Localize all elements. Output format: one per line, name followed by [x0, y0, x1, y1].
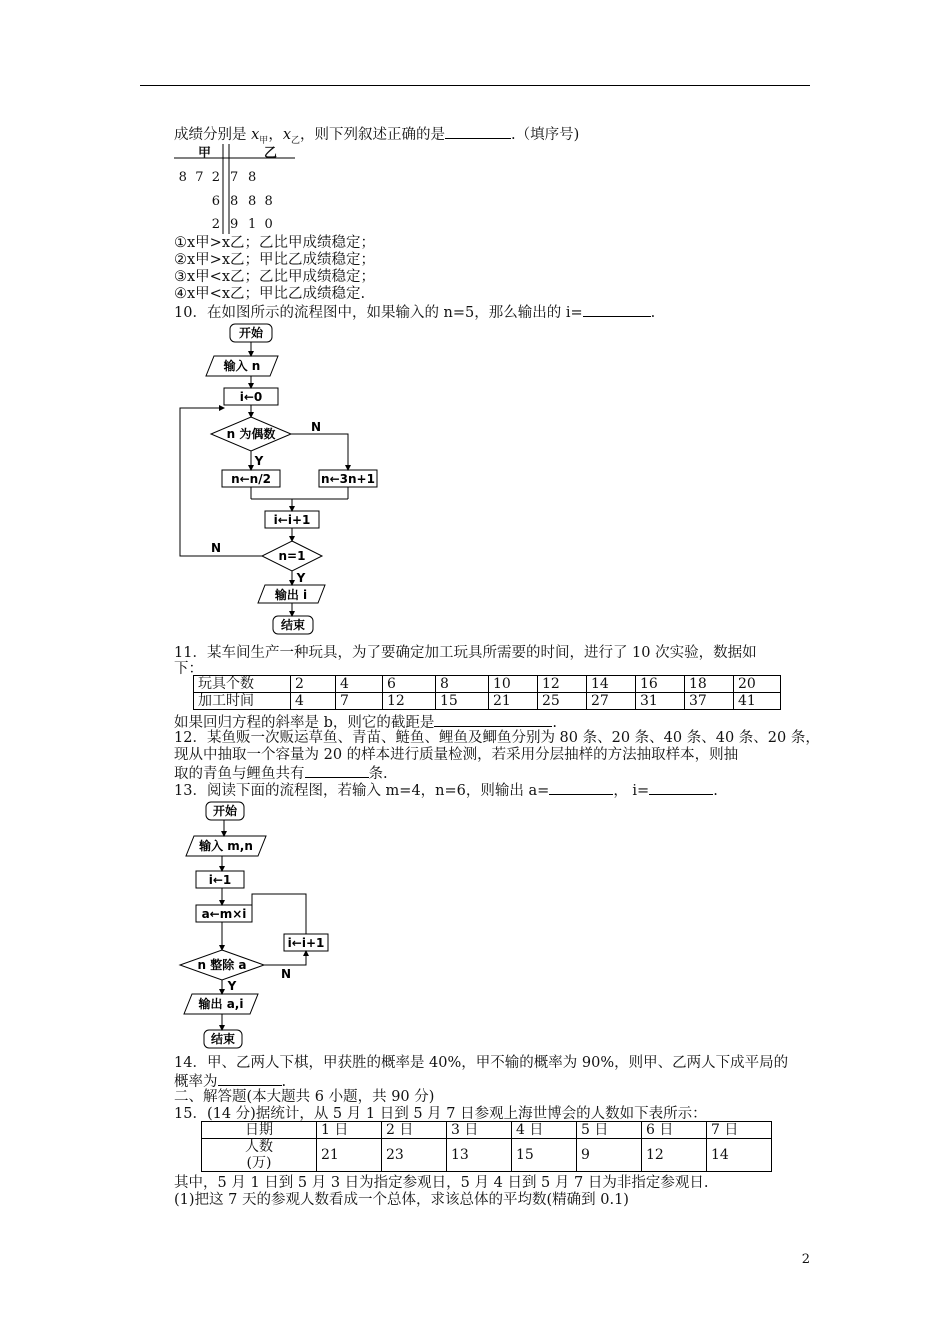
table-cell: 12: [383, 693, 436, 710]
flow-start-label: 开始: [238, 326, 264, 340]
leaf-right: 8: [248, 170, 257, 185]
q10-text: 10．在如图所示的流程图中，如果输入的 n=5，那么输出的 i= .: [174, 302, 655, 322]
q12-line2: 现从中抽取一个容量为 20 的样本进行质量检测，若采用分层抽样的方法抽取样本，则抽: [174, 747, 739, 763]
header-rule: [140, 85, 810, 86]
table-cell: 21: [489, 693, 538, 710]
table-cell: 37: [685, 693, 734, 710]
table-cell: 16: [636, 676, 685, 693]
flow-odd-label: n←3n+1: [321, 472, 375, 486]
leaf-left: 8 7 2: [178, 170, 220, 185]
q11-after: 如果回归方程的斜率是 b，则它的截距是 .: [174, 712, 557, 732]
table-cell: 13: [447, 1139, 512, 1172]
q9-option-2: ②x甲>x乙；甲比乙成绩稳定；: [174, 252, 376, 268]
table-cell: 9: [577, 1139, 642, 1172]
table-cell: 7: [336, 693, 383, 710]
flowchart-q10: [170, 320, 410, 642]
table-row: [202, 1139, 772, 1172]
table-cell: 人数 (万): [202, 1139, 317, 1172]
flow-inc-label: i←i+1: [287, 936, 325, 950]
q15-line1: 15．(14 分)据统计，从 5 月 1 日到 5 月 7 日参观上海世博会的人数如下表所示：: [174, 1106, 707, 1122]
table-cell: 10: [489, 676, 538, 693]
table-cell: 12: [642, 1139, 707, 1172]
table-cell: 日期: [202, 1122, 317, 1139]
flow-even-label: n←n/2: [231, 472, 271, 486]
flow-yes-label: Y: [254, 454, 264, 468]
table-cell: 6: [383, 676, 436, 693]
flow-input-label: 输入 m,n: [199, 839, 253, 853]
flow-inc-label: i←i+1: [273, 513, 311, 527]
answer-blank: [305, 763, 369, 778]
stem-header-jia: 甲: [198, 146, 212, 161]
table-cell: 4: [291, 693, 336, 710]
table-cell: 31: [636, 693, 685, 710]
flow-no-label: N: [280, 967, 292, 981]
table-cell: 18: [685, 676, 734, 693]
stem-header-yi: 乙: [264, 146, 278, 161]
table-cell: 12: [538, 676, 587, 693]
q12-line3: 取的青鱼与鲤鱼共有 条.: [174, 763, 388, 783]
flowchart-q13: [170, 798, 340, 1054]
answer-blank: [434, 712, 552, 727]
answer-blank: [218, 1071, 282, 1086]
q14-line1: 14．甲、乙两人下棋，甲获胜的概率是 40%，甲不输的概率为 90%，则甲、乙两人下成平局的: [174, 1055, 789, 1071]
answer-blank: [549, 780, 613, 795]
table-row: [194, 693, 781, 710]
q9-intro: 成绩分别是 $x_甲$，$x_乙$，则下列叙述正确的是 .（填序号): [174, 124, 579, 150]
flow-no2-label: N: [210, 541, 222, 555]
table-cell: 4: [336, 676, 383, 693]
table-cell: 2 日: [382, 1122, 447, 1139]
stem-value: 9: [230, 217, 239, 232]
table-cell: 1 日: [317, 1122, 382, 1139]
flow-output-label: 输出 a,i: [198, 997, 244, 1011]
section-two-title: 二、解答题(本大题共 6 小题，共 90 分): [174, 1089, 435, 1105]
q13-text: 13．阅读下面的流程图，若输入 m=4，n=6，则输出 a= ， i= .: [174, 780, 718, 800]
table-cell: 2: [291, 676, 336, 693]
table-cell: 25: [538, 693, 587, 710]
table-cell: 15: [512, 1139, 577, 1172]
flow-yes-label: Y: [227, 979, 237, 993]
flow-output-label: 输出 i: [274, 588, 308, 602]
table-cell: 4 日: [512, 1122, 577, 1139]
flow-input-label: 输入 n: [223, 359, 261, 373]
answer-blank: [649, 780, 713, 795]
table-cell: 6 日: [642, 1122, 707, 1139]
table-cell: 14: [587, 676, 636, 693]
table-cell: 3 日: [447, 1122, 512, 1139]
leaf-left: 6: [211, 194, 220, 209]
q9-option-3: ③x甲<x乙；乙比甲成绩稳定；: [174, 269, 376, 285]
answer-blank: [445, 124, 511, 139]
table-cell: 41: [734, 693, 781, 710]
flow-init-label: i←0: [239, 390, 263, 404]
q15-table: [201, 1121, 772, 1172]
flow-end-label: 结束: [210, 1032, 236, 1046]
flow-init-label: i←1: [208, 873, 232, 887]
table-cell: 20: [734, 676, 781, 693]
table-cell: 21: [317, 1139, 382, 1172]
q15-after: 其中，5 月 1 日到 5 月 3 日为指定参观日，5 月 4 日到 5 月 7 日为非指定参观日.: [174, 1175, 709, 1191]
flow-no-label: N: [310, 420, 322, 434]
table-cell: 15: [436, 693, 489, 710]
table-row: [202, 1122, 772, 1139]
table-cell: 23: [382, 1139, 447, 1172]
q11-line2: 下：: [174, 661, 203, 677]
q9-option-4: ④x甲<x乙；甲比乙成绩稳定.: [174, 286, 366, 302]
q9-option-1: ①x甲>x乙；乙比甲成绩稳定；: [174, 235, 376, 251]
flow-cond-label: n 整除 a: [197, 958, 247, 972]
leaf-right: 1 0: [248, 217, 273, 232]
q11-line1: 11．某车间生产一种玩具，为了要确定加工玩具所需要的时间，进行了 10 次实验，数据如: [174, 645, 757, 661]
table-row: [194, 676, 781, 693]
flow-yes2-label: Y: [296, 571, 306, 585]
table-cell: 27: [587, 693, 636, 710]
stem-value: 8: [230, 194, 239, 209]
flow-cond2-label: n=1: [278, 549, 306, 563]
flow-end-label: 结束: [280, 618, 306, 632]
q11-table: [193, 675, 781, 710]
q12-line1: 12．某鱼贩一次贩运草鱼、青苗、鲢鱼、鲤鱼及鲫鱼分别为 80 条、20 条、40 条、40 条、20 条，: [174, 730, 820, 746]
table-cell: 7 日: [707, 1122, 772, 1139]
flow-assign-label: a←m×i: [201, 907, 247, 921]
leaf-right: 8 8: [248, 194, 273, 209]
q15-sub1: (1)把这 7 天的参观人数看成一个总体，求该总体的平均数(精确到 0.1): [174, 1192, 629, 1208]
stem-value: 7: [230, 170, 239, 185]
table-cell: 玩具个数: [194, 676, 291, 693]
leaf-left: 2: [211, 217, 220, 232]
table-cell: 8: [436, 676, 489, 693]
table-cell: 14: [707, 1139, 772, 1172]
flow-cond-label: n 为偶数: [226, 427, 276, 441]
answer-blank: [583, 302, 651, 317]
table-cell: 5 日: [577, 1122, 642, 1139]
q14-line2: 概率为 .: [174, 1071, 286, 1091]
table-cell: 加工时间: [194, 693, 291, 710]
page-number: 2: [801, 1252, 810, 1267]
flow-start-label: 开始: [212, 804, 238, 818]
